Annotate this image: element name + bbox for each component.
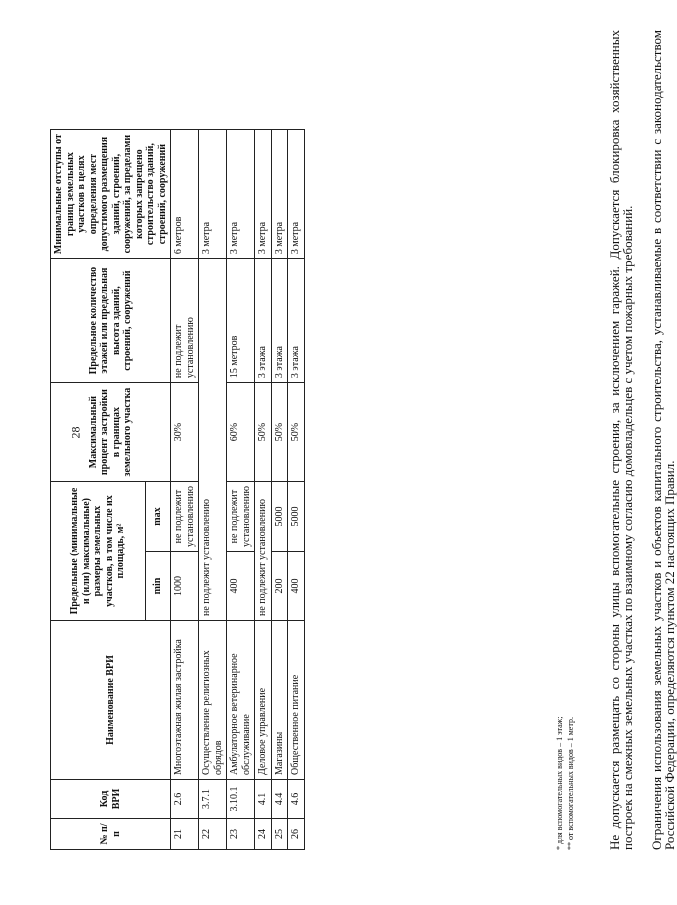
table-row bbox=[271, 130, 288, 850]
cell-floors: 3 этажа bbox=[271, 259, 288, 383]
cell-code: 4.6 bbox=[288, 780, 305, 819]
table-row bbox=[171, 130, 199, 850]
header-max: max bbox=[145, 482, 170, 552]
header-name: Наименование ВРИ bbox=[51, 621, 171, 780]
cell-num: 26 bbox=[288, 819, 305, 850]
cell-name: Магазины bbox=[271, 621, 288, 780]
cell-num: 22 bbox=[199, 819, 227, 850]
cell-code: 4.4 bbox=[271, 780, 288, 819]
cell-min: 400 bbox=[288, 552, 305, 621]
cell-indent: 3 метра bbox=[255, 130, 272, 259]
cell-floors: 3 этажа bbox=[255, 259, 272, 383]
cell-num: 23 bbox=[227, 819, 255, 850]
header-percent: Максимальный процент застройки в границах земельного участка bbox=[51, 383, 171, 482]
cell-max: 5000 bbox=[271, 482, 288, 552]
cell-floors: 15 метров bbox=[227, 259, 255, 383]
table-row bbox=[255, 130, 272, 850]
cell-num: 24 bbox=[255, 819, 272, 850]
cell-indent: 3 метра bbox=[288, 130, 305, 259]
paragraph-outbuildings: Не допускается размещать со стороны улицы вспомогательные строения, за исключением гаражей. Допускается блокировка хозяйственных построек на смежных земельных участках по взаимному согласию домовладельцев с учетом пожарных требований. bbox=[607, 30, 635, 850]
cell-percent: 50% bbox=[271, 383, 288, 482]
cell-name: Деловое управление bbox=[255, 621, 272, 780]
cell-percent: 50% bbox=[288, 383, 305, 482]
paragraph-restrictions: Ограничения использования земельных участков и объектов капитального строительства, устанавливаемые в соответствии с законодательством Российской Федерации, определяются пунктом 22 настоящих Правил. bbox=[649, 30, 677, 850]
cell-minmax: не подлежит установлению bbox=[255, 482, 272, 621]
footnote: ** от вспомогательных видов – 1 метр. bbox=[565, 717, 575, 850]
zoning-table bbox=[50, 129, 305, 850]
cell-min: 200 bbox=[271, 552, 288, 621]
table-row bbox=[227, 130, 255, 850]
cell-name: Общественное питание bbox=[288, 621, 305, 780]
cell-code: 3.7.1 bbox=[199, 780, 227, 819]
cell-code: 2.6 bbox=[171, 780, 199, 819]
cell-percent: 30% bbox=[171, 383, 199, 482]
cell-floors: не подлежит установлению bbox=[171, 259, 199, 383]
page-number: 28 bbox=[68, 426, 83, 439]
cell-indent: 3 метра bbox=[271, 130, 288, 259]
cell-min: 1000 bbox=[171, 552, 199, 621]
cell-code: 4.1 bbox=[255, 780, 272, 819]
table-row bbox=[288, 130, 305, 850]
header-num: № п/п bbox=[51, 819, 171, 850]
cell-name: Осуществление религиозных обрядов bbox=[199, 621, 227, 780]
cell-min: 400 bbox=[227, 552, 255, 621]
cell-code: 3.10.1 bbox=[227, 780, 255, 819]
header-floors: Предельное количество этажей или предельная высота зданий, строений, сооружений bbox=[51, 259, 171, 383]
header-min: min bbox=[145, 552, 170, 621]
header-code: Код ВРИ bbox=[51, 780, 171, 819]
cell-num: 25 bbox=[271, 819, 288, 850]
cell-max: не подлежит установлению bbox=[171, 482, 199, 552]
cell-span-not-set: не подлежит установлению bbox=[199, 259, 227, 621]
cell-max: 5000 bbox=[288, 482, 305, 552]
header-indent: Минимальные отступы от границ земельных участков в целях определения мест допустимого размещения зданий, строений, сооружений, за пределами которых запрещено строительство зданий, строений, сооружений bbox=[51, 130, 171, 259]
cell-name: Многоэтажная жилая застройка bbox=[171, 621, 199, 780]
table-footnotes bbox=[555, 717, 577, 850]
cell-indent: 3 метра bbox=[199, 130, 227, 259]
cell-num: 21 bbox=[171, 819, 199, 850]
footnote: * для вспомогательных видов – 1 этаж; bbox=[555, 716, 564, 850]
cell-percent: 60% bbox=[227, 383, 255, 482]
cell-indent: 3 метра bbox=[227, 130, 255, 259]
cell-percent: 50% bbox=[255, 383, 272, 482]
header-sizes: Предельные (минимальные и (или) максимальные) размеры земельных участков, в том числе их площадь, м² bbox=[51, 482, 146, 621]
cell-floors: 3 этажа bbox=[288, 259, 305, 383]
cell-indent: 6 метров bbox=[171, 130, 199, 259]
rotated-page-content bbox=[10, 10, 677, 890]
cell-max: не подлежит установлению bbox=[227, 482, 255, 552]
cell-name: Амбулаторное ветеринарное обслуживание bbox=[227, 621, 255, 780]
table-row bbox=[199, 130, 227, 850]
